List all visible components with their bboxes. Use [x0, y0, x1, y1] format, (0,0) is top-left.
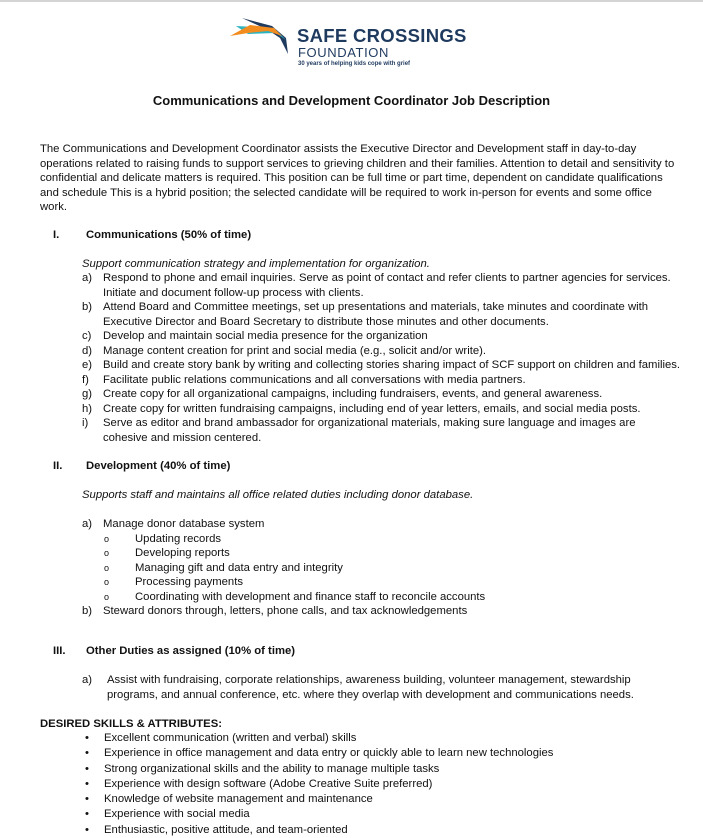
list-item	[82, 387, 682, 402]
bullet-icon: •	[85, 808, 89, 821]
skill-text: Enthusiastic, positive attitude, and team-oriented	[104, 823, 348, 836]
crossing-wings-icon	[228, 16, 292, 56]
bullet-icon: •	[85, 793, 89, 806]
list-marker: g)	[82, 388, 93, 400]
list-item-text: Manage content creation for print and social media (e.g., solicit and/or write).	[103, 344, 487, 357]
skill-text: Excellent communication (written and verbal) skills	[104, 732, 357, 744]
list-marker: a)	[82, 674, 93, 686]
skill-item	[82, 807, 553, 822]
list-item	[82, 604, 682, 619]
skill-item	[82, 777, 553, 792]
logo-tagline: 30 years of helping kids cope with grief	[298, 61, 411, 67]
list-item-text: Respond to phone and email inquiries. Serve as point of contact and refer clients to partner agencies for services. Initiate and document follow-up process with clients.	[103, 272, 671, 299]
section-title: Development (40% of time)	[86, 460, 231, 472]
other-duties-list	[82, 673, 642, 702]
skill-item	[82, 792, 553, 807]
intro-paragraph: The Communications and Development Coordinator assists the Executive Director and Development staff in day-to-day operations related to raising funds to support services to grieving children and their families. Attention to detail and sensitivity to confidential and delicate matters is required. This position can be full time or part time, dependent on candidate qualifications and schedule This is a hybrid position; the selected candidate will be required to work in-person for events and some office work.	[40, 143, 675, 213]
list-item-text: Manage donor database system	[103, 518, 265, 530]
sub-list-item-text: Managing gift and data entry and integrity	[135, 561, 343, 574]
list-item	[82, 271, 682, 300]
development-duties-list	[82, 517, 682, 619]
skill-text: Experience with design software (Adobe Creative Suite preferred)	[104, 777, 433, 790]
section-heading-communications	[53, 228, 251, 243]
skill-item	[82, 762, 553, 777]
bullet-icon: •	[85, 777, 89, 790]
skills-list	[82, 731, 553, 838]
sub-list-item	[82, 575, 682, 590]
skill-item	[82, 731, 553, 746]
list-item-text: Create copy for all organizational campaigns, including fundraisers, events, and general awareness.	[103, 388, 603, 400]
section-subtitle: Support communication strategy and implementation for organization.	[82, 258, 430, 270]
skill-text: Experience with social media	[104, 808, 250, 821]
list-marker: i)	[82, 417, 89, 429]
circle-bullet-icon: o	[104, 548, 110, 558]
list-item	[82, 358, 682, 373]
page-title: Communications and Development Coordinator Job Description	[152, 93, 551, 108]
skill-text: Knowledge of website management and maintenance	[104, 793, 373, 806]
list-item	[82, 344, 682, 359]
section-title: Other Duties as assigned (10% of time)	[86, 645, 296, 657]
list-item	[82, 329, 682, 344]
skill-text: Strong organizational skills and the ability to manage multiple tasks	[104, 762, 440, 775]
list-item-text: Assist with fundraising, corporate relationships, awareness building, volunteer management, stewardship programs, and annual conference, etc. where they overlap with development and communications needs.	[107, 674, 634, 701]
list-marker: b)	[82, 605, 93, 617]
sub-list-item-text: Updating records	[135, 532, 222, 545]
sub-list-item-text: Coordinating with development and finance staff to reconcile accounts	[135, 590, 486, 603]
logo-name: SAFE CROSSINGS	[297, 25, 467, 46]
list-marker: a)	[82, 272, 93, 284]
communications-duties-list	[82, 271, 682, 445]
circle-bullet-icon: o	[104, 591, 110, 602]
list-item-text: Facilitate public relations communications and all conversations with media partners.	[103, 373, 526, 386]
list-item	[82, 402, 682, 417]
sub-list-item	[82, 590, 682, 605]
list-item-text: Attend Board and Committee meetings, set up presentations and materials, take minutes and coordinate with Executive Director and Board Secretary to distribute those minutes and other documents.	[103, 301, 649, 328]
sub-list-item-text: Developing reports	[135, 547, 230, 559]
bullet-icon: •	[85, 747, 89, 760]
bullet-icon: •	[85, 823, 89, 836]
circle-bullet-icon: o	[104, 577, 110, 587]
list-marker: b)	[82, 301, 93, 313]
sub-list-item	[82, 546, 682, 561]
bullet-icon: •	[85, 732, 89, 744]
section-heading-development	[53, 459, 230, 474]
logo-subname: FOUNDATION	[298, 45, 389, 60]
list-marker: d)	[82, 344, 93, 357]
list-item-text: Steward donors through, letters, phone calls, and tax acknowledgements	[103, 605, 468, 617]
list-marker: e)	[82, 359, 93, 371]
top-border	[0, 0, 703, 2]
section-subtitle: Supports staff and maintains all office related duties including donor database.	[82, 489, 474, 501]
section-title: Communications (50% of time)	[86, 229, 252, 241]
list-item	[82, 517, 682, 604]
list-marker: a)	[82, 518, 93, 530]
skill-item	[82, 746, 553, 761]
bullet-icon: •	[85, 762, 89, 775]
list-item	[82, 373, 682, 388]
skill-item	[82, 823, 553, 838]
list-item-text: Build and create story bank by writing and collecting stories sharing impact of SCF support on children and families.	[103, 359, 681, 371]
section-numeral: III.	[53, 645, 66, 657]
circle-bullet-icon: o	[104, 562, 110, 573]
skills-heading: DESIRED SKILLS & ATTRIBUTES:	[40, 718, 223, 730]
section-heading-other-duties	[53, 644, 295, 659]
list-item-text: Develop and maintain social media presence for the organization	[103, 330, 428, 342]
organization-logo	[228, 16, 478, 72]
list-item-text: Create copy for written fundraising campaigns, including end of year letters, emails, and social media posts.	[103, 402, 641, 415]
list-marker: h)	[82, 402, 93, 415]
sub-list-item	[82, 532, 682, 547]
list-item	[82, 416, 682, 445]
list-marker: f)	[82, 373, 89, 386]
section-numeral: II.	[53, 460, 63, 472]
circle-bullet-icon: o	[104, 533, 110, 544]
list-item-text: Serve as editor and brand ambassador for organizational materials, making sure language and images are cohesive and mission centered.	[103, 417, 636, 444]
donor-database-subtasks	[82, 532, 682, 605]
sub-list-item-text: Processing payments	[135, 576, 243, 588]
sub-list-item	[82, 561, 682, 576]
list-item	[82, 300, 682, 329]
list-marker: c)	[82, 330, 92, 342]
skill-text: Experience in office management and data entry or quickly able to learn new technologies	[104, 747, 554, 760]
section-numeral: I.	[53, 229, 60, 241]
list-item	[82, 673, 642, 702]
